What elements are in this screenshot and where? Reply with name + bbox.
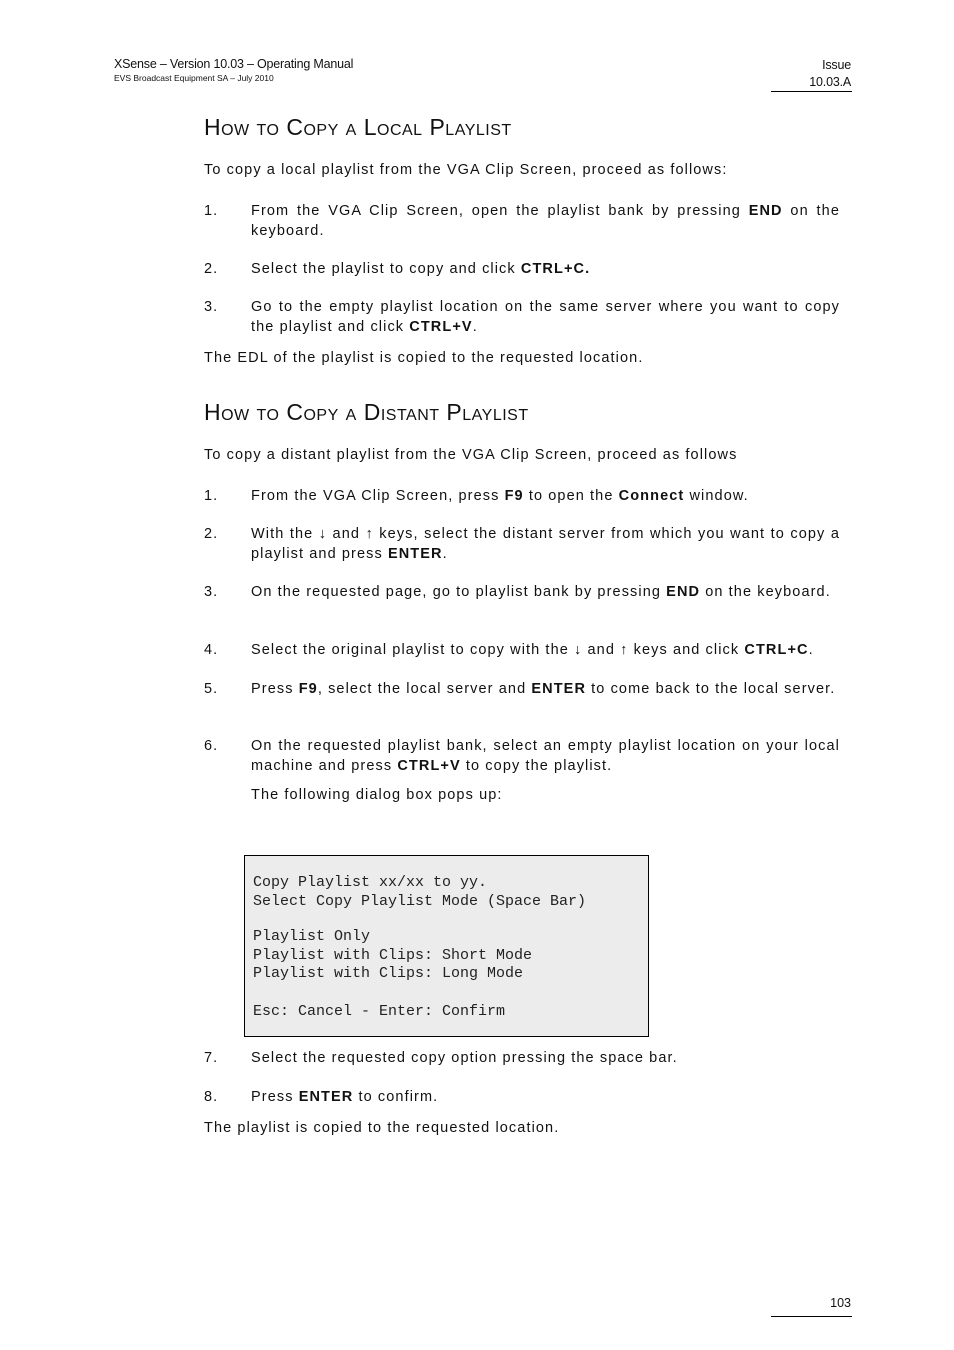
dialog-intro-note: The following dialog box pops up:: [251, 787, 503, 803]
list-item: 2. With the ↓ and ↑ keys, select the distant server from which you want to copy a playlist and press ENTER.: [204, 526, 840, 562]
list-item: 6. On the requested playlist bank, select an empty playlist location on your local machine and press CTRL+V to copy the playlist. The following dialog box pops up:: [204, 738, 840, 803]
section-outro-local: The EDL of the playlist is copied to the requested location.: [204, 350, 644, 366]
dialog-title-line: Copy Playlist xx/xx to yy.: [253, 874, 488, 891]
section-intro-distant: To copy a distant playlist from the VGA Clip Screen, proceed as follows: [204, 447, 738, 463]
dialog-option-short-mode: Playlist with Clips: Short Mode: [253, 946, 533, 964]
issue-underline: [771, 91, 852, 92]
section-heading-local: How to Copy a Local Playlist: [204, 114, 512, 140]
list-item: 8. Press ENTER to confirm.: [204, 1089, 439, 1105]
list-item: 4. Select the original playlist to copy with the ↓ and ↑ keys and click CTRL+C.: [204, 642, 814, 658]
dialog-footer-hint: Esc: Cancel - Enter: Confirm: [253, 1002, 506, 1020]
list-item: 7. Select the requested copy option pressing the space bar.: [204, 1050, 678, 1066]
publisher-line: EVS Broadcast Equipment SA – July 2010: [114, 73, 274, 83]
page-header: [114, 57, 353, 83]
manual-title: XSense – Version 10.03 – Operating Manual: [114, 57, 354, 71]
copy-playlist-dialog: [244, 855, 649, 1037]
issue-label: Issue: [822, 58, 851, 72]
list-item: 3. Go to the empty playlist location on the same server where you want to copy the playlist and click CTRL+V.: [204, 299, 840, 335]
list-item: 2. Select the playlist to copy and click CTRL+C.: [204, 261, 591, 277]
section-intro-local: To copy a local playlist from the VGA Clip Screen, proceed as follows:: [204, 162, 728, 178]
section-heading-distant: How to Copy a Distant Playlist: [204, 399, 529, 425]
issue-value: 10.03.A: [809, 75, 851, 89]
footer-underline: [771, 1316, 852, 1317]
page-footer: [771, 1296, 851, 1310]
dialog-mode-line: Select Copy Playlist Mode (Space Bar): [253, 892, 587, 910]
list-item: 3. On the requested page, go to playlist bank by pressing END on the keyboard.: [204, 584, 831, 600]
issue-block: [771, 57, 851, 91]
list-item: 5. Press F9, select the local server and ENTER to come back to the local server.: [204, 681, 836, 697]
dialog-option-long-mode: Playlist with Clips: Long Mode: [253, 965, 524, 982]
page-number: 103: [830, 1296, 851, 1310]
list-item: 1. From the VGA Clip Screen, open the playlist bank by pressing END on the keyboard.: [204, 203, 840, 239]
list-item: 1. From the VGA Clip Screen, press F9 to open the Connect window.: [204, 488, 749, 504]
section-outro-distant: The playlist is copied to the requested location.: [204, 1120, 560, 1136]
dialog-option-playlist-only: Playlist Only: [253, 928, 371, 945]
